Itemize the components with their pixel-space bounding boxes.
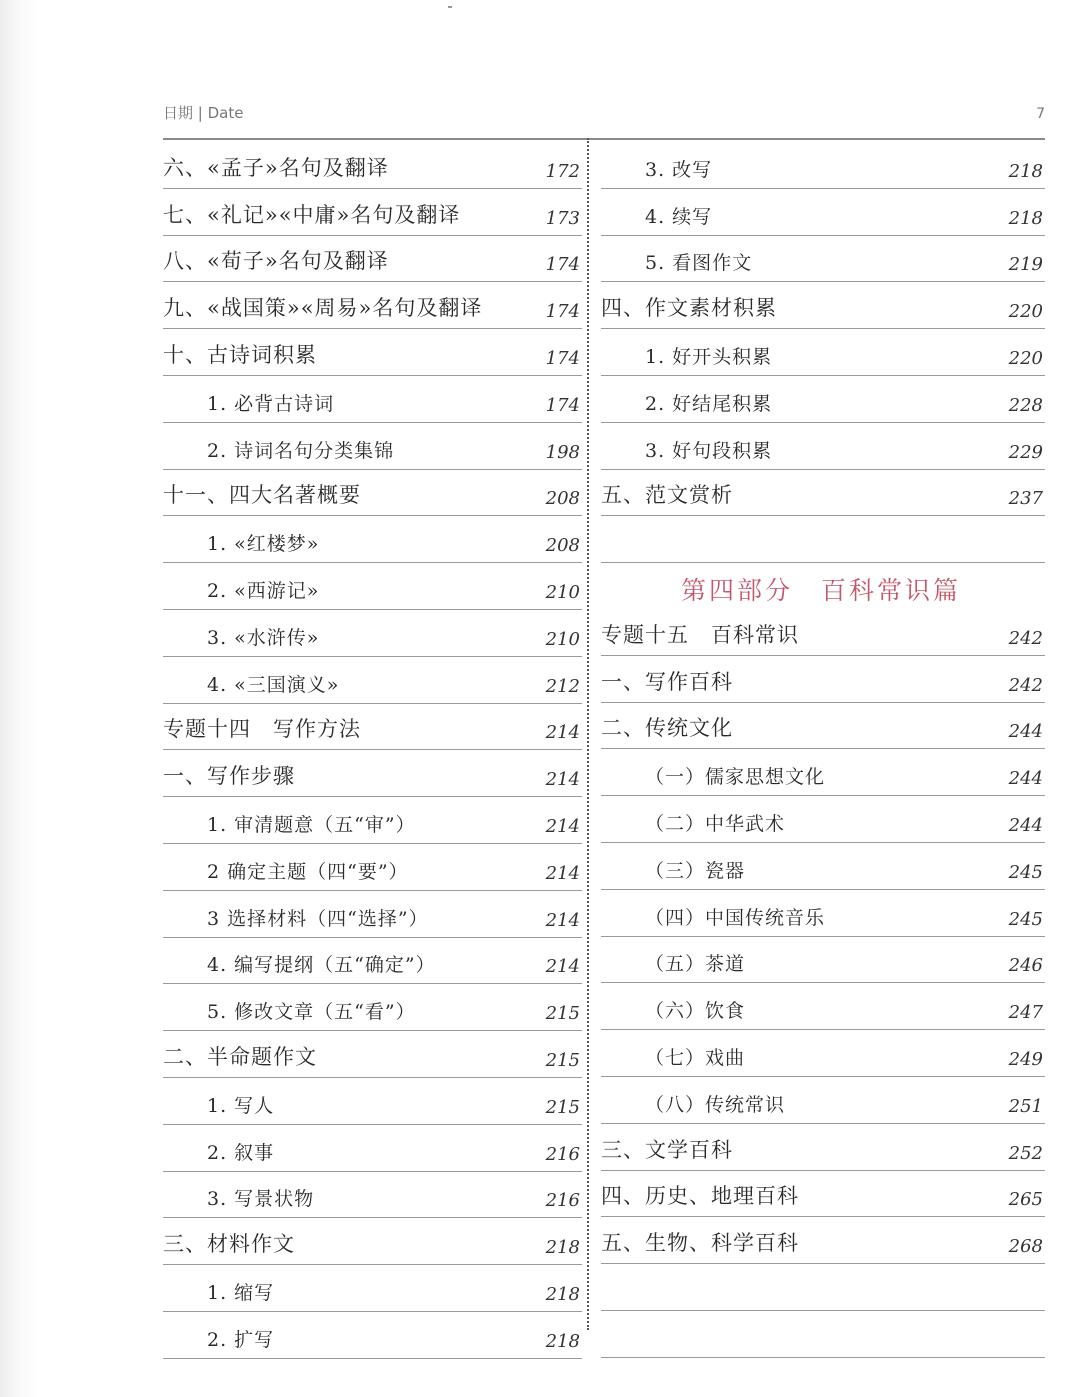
toc-entry-page: 229 — [1008, 441, 1043, 463]
toc-entry — [601, 330, 1045, 376]
toc-entry-title: 七、«礼记»«中庸»名句及翻译 — [163, 202, 461, 227]
toc-entry-page: 244 — [1008, 814, 1043, 836]
toc-entry-page: 242 — [1008, 674, 1043, 696]
toc-entry-page: 251 — [1008, 1095, 1043, 1117]
toc-entry-page: 244 — [1008, 721, 1043, 743]
toc-entry — [601, 938, 1045, 984]
toc-entry-title: 三、材料作文 — [163, 1232, 295, 1257]
toc-entry — [163, 564, 582, 610]
toc-entry — [163, 283, 582, 329]
toc-entry-page: 214 — [545, 722, 580, 744]
toc-entry-title: 一、写作步骤 — [163, 764, 295, 789]
toc-entry-title: 三、文学百科 — [601, 1137, 733, 1162]
toc-entry-title: 十、古诗词积累 — [163, 342, 317, 367]
toc-entry-title: 5. 修改文章（五“看”） — [207, 1001, 416, 1024]
toc-entry — [163, 798, 582, 844]
toc-entry — [163, 1126, 582, 1172]
toc-entry-page: 215 — [545, 1049, 580, 1071]
toc-entry-page: 174 — [545, 347, 580, 369]
toc-entry-page: 212 — [545, 675, 580, 697]
toc-entry-page: 245 — [1008, 908, 1043, 930]
toc-entry — [601, 424, 1045, 470]
toc-entry-page: 174 — [545, 394, 580, 416]
toc-entry-title: 五、范文赏析 — [601, 483, 733, 508]
toc-entry-title: 2 确定主题（四“要”） — [207, 860, 409, 883]
toc-entry-title: 八、«荀子»名句及翻译 — [163, 249, 389, 274]
toc-entry-page: 218 — [545, 1237, 580, 1259]
toc-entry-page: 208 — [545, 488, 580, 510]
toc-entry — [601, 377, 1045, 423]
toc-entry-title: （二）中华武术 — [645, 812, 786, 835]
toc-entry — [601, 517, 1045, 563]
toc-entry-page: 174 — [545, 254, 580, 276]
scan-speck — [448, 6, 452, 8]
toc-entry-page: 173 — [545, 207, 580, 229]
toc-entry-title: （五）茶道 — [645, 953, 746, 976]
toc-entry — [601, 750, 1045, 796]
toc-entry-page: 214 — [545, 956, 580, 978]
page-number: 7 — [1036, 106, 1045, 122]
toc-entry-title: 一、写作百科 — [601, 669, 733, 694]
toc-entry — [163, 658, 582, 704]
toc-entry — [601, 1265, 1045, 1311]
toc-entry — [163, 143, 582, 189]
toc-entry-title: 十一、四大名著概要 — [163, 483, 361, 508]
toc-entry — [601, 844, 1045, 890]
toc-entry — [163, 1032, 582, 1078]
toc-entry-title: 2. «西游记» — [207, 579, 320, 602]
toc-entry-title: 1. 审清题意（五“审”） — [207, 813, 416, 836]
date-label: 日期 | Date — [163, 104, 244, 122]
toc-entry-title: 1. 缩写 — [207, 1281, 275, 1304]
toc-entry-page: 244 — [1008, 768, 1043, 790]
toc-entry — [601, 283, 1045, 329]
toc-entry-title: 1. 好开头积累 — [645, 345, 773, 368]
toc-entry-page: 214 — [545, 909, 580, 931]
toc-entry — [163, 1173, 582, 1219]
toc-entry — [163, 1079, 582, 1125]
toc-entry — [601, 1031, 1045, 1077]
toc-entry — [163, 1219, 582, 1265]
toc-entry — [601, 143, 1045, 189]
toc-entry — [601, 1078, 1045, 1124]
toc-entry-title: （六）饮食 — [645, 1000, 746, 1023]
toc-entry-page: 245 — [1008, 861, 1043, 883]
toc-entry — [163, 330, 582, 376]
toc-entry — [601, 471, 1045, 517]
toc-entry-page: 218 — [1008, 160, 1043, 182]
toc-entry — [163, 424, 582, 470]
toc-entry-title: 专题十五 百科常识 — [601, 622, 799, 647]
toc-entry-page: 249 — [1008, 1048, 1043, 1070]
toc-entry — [163, 611, 582, 657]
toc-entry-page: 252 — [1008, 1142, 1043, 1164]
toc-entry-page: 172 — [545, 160, 580, 182]
toc-entry-page: 247 — [1008, 1002, 1043, 1024]
toc-entry-title: 5. 看图作文 — [645, 252, 753, 275]
toc-entry-title: 2. 扩写 — [207, 1328, 275, 1351]
toc-entry-title: 2. 好结尾积累 — [645, 392, 773, 415]
toc-entry — [601, 704, 1045, 750]
part-heading-row — [601, 564, 1045, 609]
toc-entry-title: （八）传统常识 — [645, 1093, 786, 1116]
toc-entry — [163, 705, 582, 751]
toc-entry — [163, 471, 582, 517]
toc-entry-title: 3. «水浒传» — [207, 626, 320, 649]
toc-entry — [163, 751, 582, 797]
toc-entry — [163, 1266, 582, 1312]
toc-entry-page: 237 — [1008, 488, 1043, 510]
toc-entry-page: 216 — [545, 1143, 580, 1165]
toc-entry — [601, 610, 1045, 656]
toc-entry-page: 208 — [545, 535, 580, 557]
toc-entry-page: 216 — [545, 1190, 580, 1212]
toc-entry — [601, 984, 1045, 1030]
toc-entry-title: 五、生物、科学百科 — [601, 1231, 799, 1256]
toc-entry-title: （七）戏曲 — [645, 1046, 746, 1069]
toc-entry — [163, 377, 582, 423]
toc-entry — [601, 1172, 1045, 1218]
toc-entry-page: 218 — [545, 1283, 580, 1305]
toc-entry — [601, 1312, 1045, 1358]
toc-entry — [163, 845, 582, 891]
toc-entry — [601, 657, 1045, 703]
toc-entry-title: 六、«孟子»名句及翻译 — [163, 155, 389, 180]
toc-entry-title: 2. 诗词名句分类集锦 — [207, 439, 395, 462]
toc-entry-page: 218 — [545, 1330, 580, 1352]
toc-entry-title: 二、传统文化 — [601, 716, 733, 741]
toc-entry-title: 1. 必背古诗词 — [207, 392, 335, 415]
toc-entry — [163, 892, 582, 938]
column-divider — [587, 138, 589, 1330]
toc-entry — [163, 939, 582, 985]
toc-entry-title: 3. 写景状物 — [207, 1188, 315, 1211]
toc-entry-title: 3 选择材料（四“选择”） — [207, 907, 429, 930]
toc-entry-title: 四、历史、地理百科 — [601, 1184, 799, 1209]
toc-entry-page: 265 — [1008, 1189, 1043, 1211]
toc-entry — [601, 237, 1045, 283]
toc-entry-title: 3. 改写 — [645, 158, 713, 181]
toc-entry-title: 2. 叙事 — [207, 1141, 275, 1164]
toc-entry-page: 215 — [545, 1096, 580, 1118]
toc-entry-page: 174 — [545, 301, 580, 323]
toc-entry — [163, 985, 582, 1031]
page-header — [163, 100, 1045, 140]
toc-entry-title: 九、«战国策»«周易»名句及翻译 — [163, 296, 483, 321]
toc-entry-title: 1. 写人 — [207, 1094, 275, 1117]
toc-entry-title: 1. «红楼梦» — [207, 533, 320, 556]
toc-entry-title: 四、作文素材积累 — [601, 296, 777, 321]
toc-left-column — [163, 143, 582, 1360]
toc-entry — [601, 797, 1045, 843]
toc-entry-title: 4. 续写 — [645, 205, 713, 228]
toc-entry-page: 215 — [545, 1003, 580, 1025]
toc-entry-title: 专题十四 写作方法 — [163, 717, 361, 742]
toc-entry — [163, 237, 582, 283]
toc-entry-title: 4. 编写提纲（五“确定”） — [207, 954, 436, 977]
toc-entry-title: （三）瓷器 — [645, 859, 746, 882]
toc-entry-page: 228 — [1008, 394, 1043, 416]
toc-entry-page: 210 — [545, 581, 580, 603]
toc-entry-page: 214 — [545, 815, 580, 837]
toc-entry-title: （四）中国传统音乐 — [645, 906, 826, 929]
toc-entry-page: 218 — [1008, 207, 1043, 229]
toc-entry — [601, 891, 1045, 937]
toc-entry-page: 214 — [545, 769, 580, 791]
toc-entry-page: 198 — [545, 441, 580, 463]
toc-entry — [601, 1125, 1045, 1171]
toc-entry-title: （一）儒家思想文化 — [645, 766, 826, 789]
toc-right-column — [601, 143, 1045, 1359]
toc-entry-page: 268 — [1008, 1236, 1043, 1258]
toc-entry — [601, 190, 1045, 236]
toc-entry-page: 220 — [1008, 301, 1043, 323]
toc-entry — [163, 517, 582, 563]
toc-entry-page: 242 — [1008, 627, 1043, 649]
toc-entry-page: 210 — [545, 628, 580, 650]
toc-entry-title: 3. 好句段积累 — [645, 439, 773, 462]
toc-entry — [601, 1218, 1045, 1264]
toc-entry-title: 二、半命题作文 — [163, 1044, 317, 1069]
toc-entry-page: 219 — [1008, 254, 1043, 276]
toc-entry-page: 246 — [1008, 955, 1043, 977]
toc-entry — [163, 190, 582, 236]
toc-entry-page: 220 — [1008, 347, 1043, 369]
toc-entry-title: 4. «三国演义» — [207, 673, 340, 696]
toc-entry — [163, 1313, 582, 1359]
toc-entry-page: 214 — [545, 862, 580, 884]
part-heading-title: 第四部分 百科常识篇 — [681, 575, 962, 605]
